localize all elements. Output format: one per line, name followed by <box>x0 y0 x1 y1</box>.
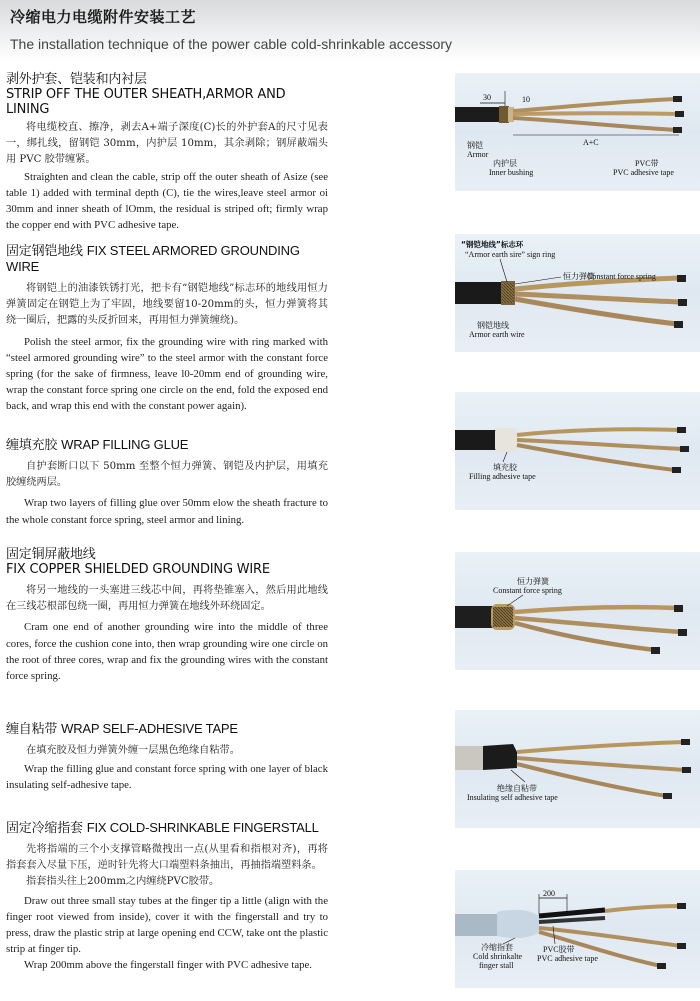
dim-200-label: 200 <box>543 889 555 898</box>
armor-label-cn: 钢铠 <box>467 141 483 150</box>
dim-ac-label: A+C <box>583 138 599 147</box>
photo-fix-armor-ground <box>455 234 700 352</box>
stall-label-en-2: finger stall <box>479 961 514 970</box>
section-title-cn: 固定铜屏蔽地线 <box>6 547 96 562</box>
photo-fingerstall <box>455 870 700 988</box>
section-title-cn: 剥外护套、铠装和内衬层 <box>6 72 147 87</box>
section-title-cn: 固定钢铠地线 <box>6 244 83 259</box>
filling-label-cn: 填充胶 <box>493 463 517 472</box>
spring-label-cn: 恒力弹簧 <box>563 272 595 281</box>
section-body-en: Wrap two layers of filling glue over 50mm elow the sheath fracture to the whole constant force spring, steel armor and lining. <box>6 497 328 526</box>
pvc-label-en: PVC adhesive tape <box>613 168 674 177</box>
section-body-en: Draw out three small stay tubes at the finger tip a little (align with the finger root viewed from inside), cover it with the fingerstall and try to press, draw the plastic strip at large opening end CCW, take ont the plastic strip at finger tip. <box>6 894 328 956</box>
pvc-label-cn: PVC胶带 <box>543 945 575 954</box>
section-title <box>6 437 328 453</box>
section-fix-armor-ground <box>6 243 328 415</box>
ring-label-cn: “钢铠地线”标志环 <box>461 240 524 249</box>
photo-filling-glue <box>455 392 700 510</box>
stall-label-en-1: Cold shrinkalte <box>473 952 523 961</box>
section-title-en: FIX COPPER SHIELDED GROUNDING WIRE <box>6 562 270 577</box>
photo-strip-sheath <box>455 73 700 191</box>
dim-10-label: 10 <box>522 95 530 104</box>
section-body-cn: 自护套断口以下 50mm 至整个恒力弹簧、钢铠及内护层，用填充胶缠绕两层。 <box>6 461 328 489</box>
section-self-adhesive <box>6 721 328 794</box>
bushing-label-en: Inner bushing <box>489 168 534 177</box>
section-strip-sheath <box>6 72 328 233</box>
section-fingerstall <box>6 820 328 974</box>
insulating-label-cn: 绝缘自粘带 <box>497 784 537 793</box>
section-body-cn: 将另一地线的一头塞进三线芯中间，再将垫锥塞入，然后用此地线在三线芯根部包绕一圈，再用恒力弹簧在地线外环绕固定。 <box>6 585 328 613</box>
stall-label-cn: 冷缩指套 <box>481 943 513 952</box>
section-title-cn: 缠自粘带 <box>6 722 58 737</box>
photo-copper-ground <box>455 552 700 670</box>
photo-self-adhesive <box>455 710 700 828</box>
section-title-en: FIX STEEL ARMORED GROUNDING WIRE <box>6 243 300 274</box>
section-body-en: Wrap the filling glue and constant force spring with one layer of black insulating self-adhesive tape. <box>6 763 328 792</box>
dim-30-label: 30 <box>483 93 491 102</box>
page-title-cn: 冷缩电力电缆附件安装工艺 <box>10 8 197 26</box>
section-copper-ground <box>6 547 328 684</box>
spring-label-en: Constant force spring <box>587 272 656 281</box>
section-body-cn-2: 指套指头往上200mm之内缠绕PVC胶带。 <box>26 876 220 888</box>
section-title-en: STRIP OFF THE OUTER SHEATH,ARMOR AND LINING <box>6 87 286 117</box>
armor-label-en: Armor <box>467 150 489 159</box>
section-title-en: FIX COLD-SHRINKABLE FINGERSTALL <box>86 820 319 835</box>
section-title <box>6 721 328 737</box>
spring-label-en: Constant force spring <box>493 586 562 595</box>
page-header <box>0 0 700 62</box>
section-title-en: WRAP SELF-ADHESIVE TAPE <box>61 721 238 736</box>
section-body-cn: 将电缆校直、擦净，剥去A+端子深度(C)长的外护套A的尺寸见表一，绑扎线，留钢铠 30mm，内护层 10mm，其余剥除；钢屏蔽端头用 PVC 胶带缠紧。 <box>6 122 328 166</box>
earth-label-en: Armor earth wire <box>469 330 525 339</box>
page-title-en: The installation technique of the power cable cold-shrinkable accessory <box>10 36 453 52</box>
section-body-cn: 将钢铠上的油漆铁锈打光，把卡有“钢铠地线”标志环的地线用恒力弹簧固定在钢铠上为了牢固，地线要留10-20mm的头，恒力弹簧将其绕一圈后，把露的头反折回来，再用恒力弹簧缠绕)。 <box>6 283 328 327</box>
pvc-label-cn: PVC带 <box>635 159 659 168</box>
section-title-cn: 固定冷缩指套 <box>6 821 83 836</box>
spring-label-cn: 恒力弹簧 <box>517 577 549 586</box>
insulating-label-en: Insulating self adhesive tape <box>467 793 558 802</box>
section-body-en: Straighten and clean the cable, strip off the outer sheath of Asize (see table 1) added with terminal depth (C), tie the wires,leave steel armor oi 30mm and inner sheath of lOmm, the residual is striped oft; firmly wrap the copper end with PVC adhesive tape. <box>6 170 328 232</box>
section-title-en: WRAP FILLING GLUE <box>61 437 189 452</box>
section-body-cn: 在填充胶及恒力弹簧外缠一层黑色绝缘自粘带。 <box>26 745 240 756</box>
filling-label-en: Filling adhesive tape <box>469 472 536 481</box>
section-title-cn: 缠填充胶 <box>6 438 58 453</box>
section-body-en: Polish the steel armor, fix the grounding wire with ring marked with “steel armored grounding wire” to the steel armor with the constant force spring (for the sake of firmness, leave l0-20mm end of grounding wire, wrap the constant force spring one circle on the end, fold the exposed end back, and wrap this end with the constant power again). <box>6 335 328 413</box>
section-body-en: Cram one end of another grounding wire into the middle of three cores, force the cushion cone into, then wrap grounding wire one circle on the root of three cores, wrap and fix the grounding wires with the constant force spring. <box>6 621 328 683</box>
section-filling-glue <box>6 437 328 528</box>
section-title <box>6 243 328 275</box>
bushing-label-cn: 内护层 <box>493 159 517 168</box>
ring-label-en: “Armor earth sire” sign ring <box>465 250 556 259</box>
section-body-en-2: Wrap 200mm above the fingerstall finger with PVC adhesive tape. <box>24 959 313 972</box>
earth-label-cn: 钢铠地线 <box>477 321 509 330</box>
section-body-cn: 先将指端的三个小支撑管略微拽出一点(从里看和指根对齐)，再将指套套入尽量下压，逆时针先将大口端塑料条抽出，再抽指端塑料条。 <box>6 844 328 872</box>
pvc-label-en: PVC adhesive tape <box>537 954 598 963</box>
section-title <box>6 820 328 836</box>
